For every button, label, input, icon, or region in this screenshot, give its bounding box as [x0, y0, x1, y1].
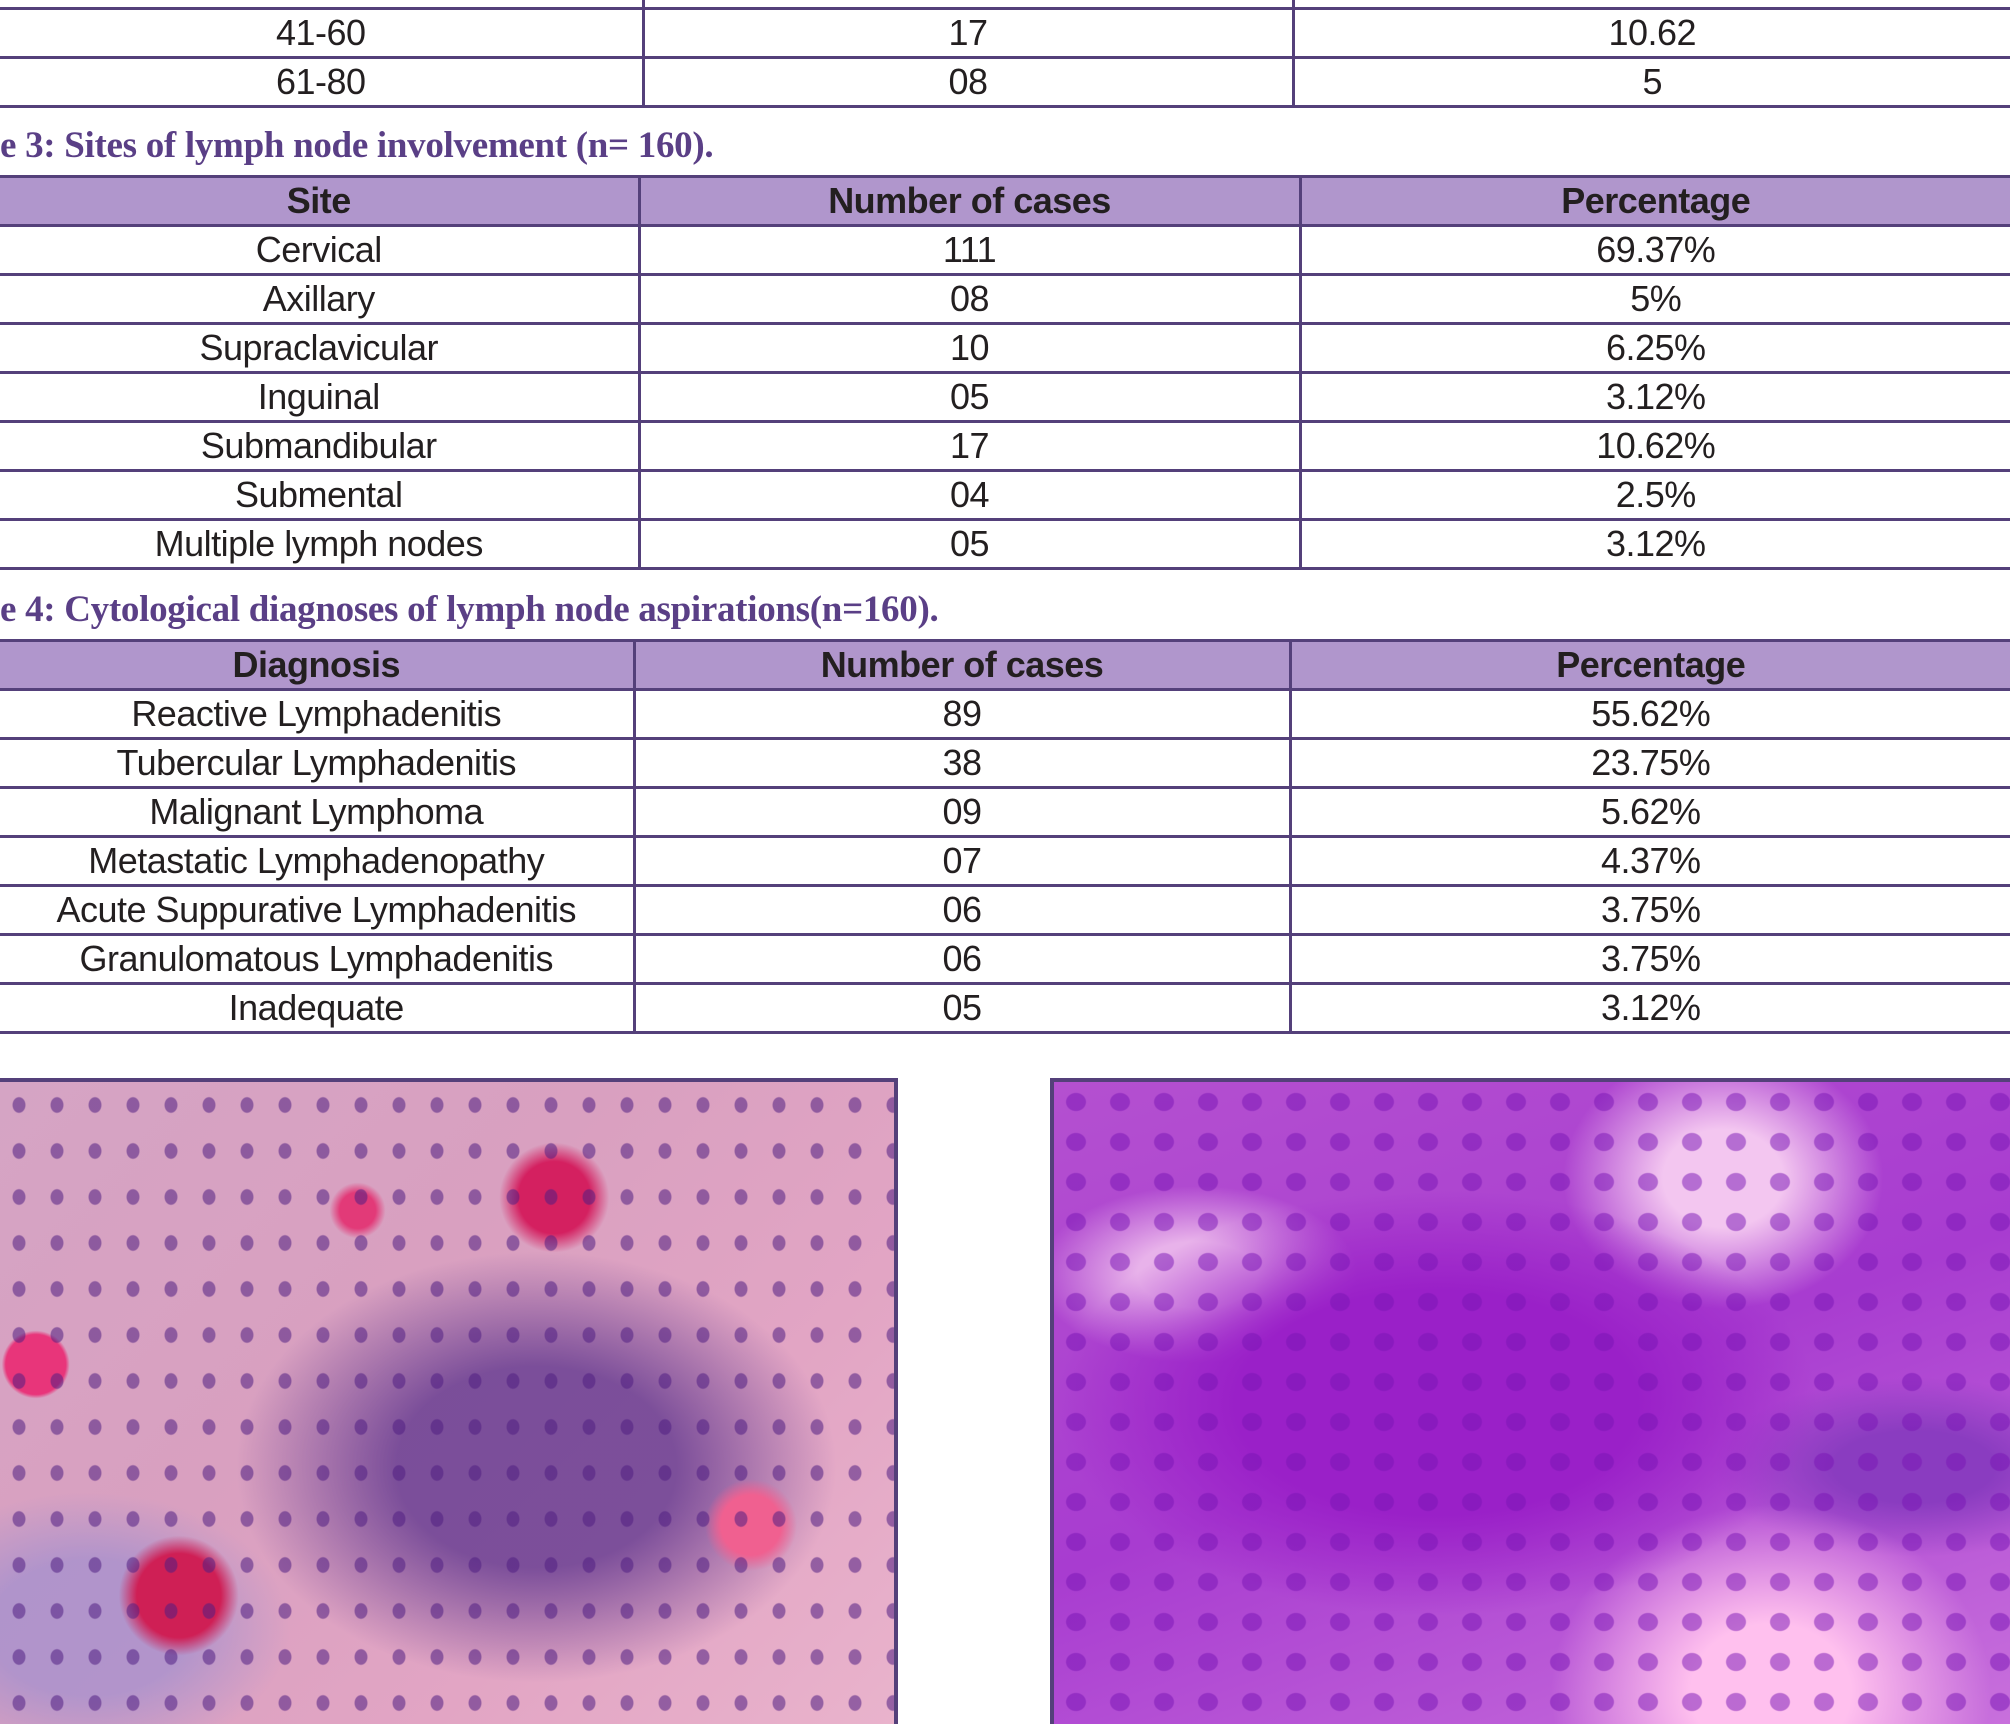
percentage-cell: 5% [1300, 275, 2010, 324]
column-header-number-of-cases: Number of cases [634, 641, 1290, 690]
count-cell: 111 [639, 226, 1300, 275]
diagnosis-cell: Inadequate [0, 984, 634, 1033]
diagnosis-cell: Malignant Lymphoma [0, 788, 634, 837]
percentage-cell: 69.37% [1300, 226, 2010, 275]
count-cell: 04 [639, 471, 1300, 520]
table-row [0, 984, 2010, 1033]
percentage-cell: 5.62% [1290, 788, 2010, 837]
table-row [0, 520, 2010, 569]
table-row [0, 935, 2010, 984]
table-4-caption: e 4: Cytological diagnoses of lymph node aspirations(n=160). [0, 589, 939, 630]
percentage-cell: 10.62% [1300, 422, 2010, 471]
percentage-cell: 5 [1293, 58, 2010, 107]
micrograph-right-image [1050, 1078, 2010, 1724]
table-row [0, 226, 2010, 275]
diagnosis-cell: Reactive Lymphadenitis [0, 690, 634, 739]
table-4 [0, 639, 2010, 1034]
count-cell: 05 [639, 520, 1300, 569]
count-cell: 06 [634, 886, 1290, 935]
column-header-number-of-cases: Number of cases [639, 177, 1300, 226]
site-cell: Axillary [0, 275, 639, 324]
count-cell: 38 [634, 739, 1290, 788]
percentage-cell: 4.37% [1290, 837, 2010, 886]
percentage-cell: 3.12% [1300, 520, 2010, 569]
count-cell: 06 [634, 935, 1290, 984]
table-row [0, 471, 2010, 520]
table-row [0, 690, 2010, 739]
cell-texture [1054, 1082, 2010, 1724]
cell-texture [0, 1082, 894, 1724]
percentage-cell: 2.5% [1300, 471, 2010, 520]
table-row [0, 0, 2010, 9]
site-cell: Cervical [0, 226, 639, 275]
table-2-partial [0, 0, 2010, 108]
count-cell: 07 [634, 837, 1290, 886]
table-cell [643, 0, 1293, 9]
column-header-diagnosis: Diagnosis [0, 641, 634, 690]
site-cell: Submental [0, 471, 639, 520]
count-cell: 08 [643, 58, 1293, 107]
diagnosis-cell: Tubercular Lymphadenitis [0, 739, 634, 788]
percentage-cell: 6.25% [1300, 324, 2010, 373]
count-cell: 10 [639, 324, 1300, 373]
count-cell: 89 [634, 690, 1290, 739]
table-cell [0, 0, 643, 9]
table-row [0, 324, 2010, 373]
count-cell: 05 [634, 984, 1290, 1033]
count-cell: 05 [639, 373, 1300, 422]
table-row [0, 837, 2010, 886]
table-row [0, 422, 2010, 471]
site-cell: Supraclavicular [0, 324, 639, 373]
table-header-row [0, 177, 2010, 226]
table-cell [1293, 0, 2010, 9]
percentage-cell: 3.12% [1300, 373, 2010, 422]
column-header-percentage: Percentage [1300, 177, 2010, 226]
column-header-percentage: Percentage [1290, 641, 2010, 690]
table-3 [0, 175, 2010, 570]
table-row [0, 9, 2010, 58]
diagnosis-cell: Metastatic Lymphadenopathy [0, 837, 634, 886]
table-row [0, 788, 2010, 837]
percentage-cell: 3.75% [1290, 935, 2010, 984]
count-cell: 08 [639, 275, 1300, 324]
percentage-cell: 3.75% [1290, 886, 2010, 935]
percentage-cell: 23.75% [1290, 739, 2010, 788]
diagnosis-cell: Granulomatous Lymphadenitis [0, 935, 634, 984]
count-cell: 17 [643, 9, 1293, 58]
site-cell: Submandibular [0, 422, 639, 471]
micrograph-left-image [0, 1078, 898, 1724]
table-header-row [0, 641, 2010, 690]
percentage-cell: 3.12% [1290, 984, 2010, 1033]
count-cell: 09 [634, 788, 1290, 837]
diagnosis-cell: Acute Suppurative Lymphadenitis [0, 886, 634, 935]
table-row [0, 886, 2010, 935]
percentage-cell: 10.62 [1293, 9, 2010, 58]
percentage-cell: 55.62% [1290, 690, 2010, 739]
table-row [0, 373, 2010, 422]
table-3-caption: e 3: Sites of lymph node involvement (n= 160). [0, 125, 714, 166]
age-group-cell: 41-60 [0, 9, 643, 58]
site-cell: Inguinal [0, 373, 639, 422]
age-group-cell: 61-80 [0, 58, 643, 107]
table-row [0, 275, 2010, 324]
column-header-site: Site [0, 177, 639, 226]
table-row [0, 58, 2010, 107]
table-row [0, 739, 2010, 788]
site-cell: Multiple lymph nodes [0, 520, 639, 569]
count-cell: 17 [639, 422, 1300, 471]
